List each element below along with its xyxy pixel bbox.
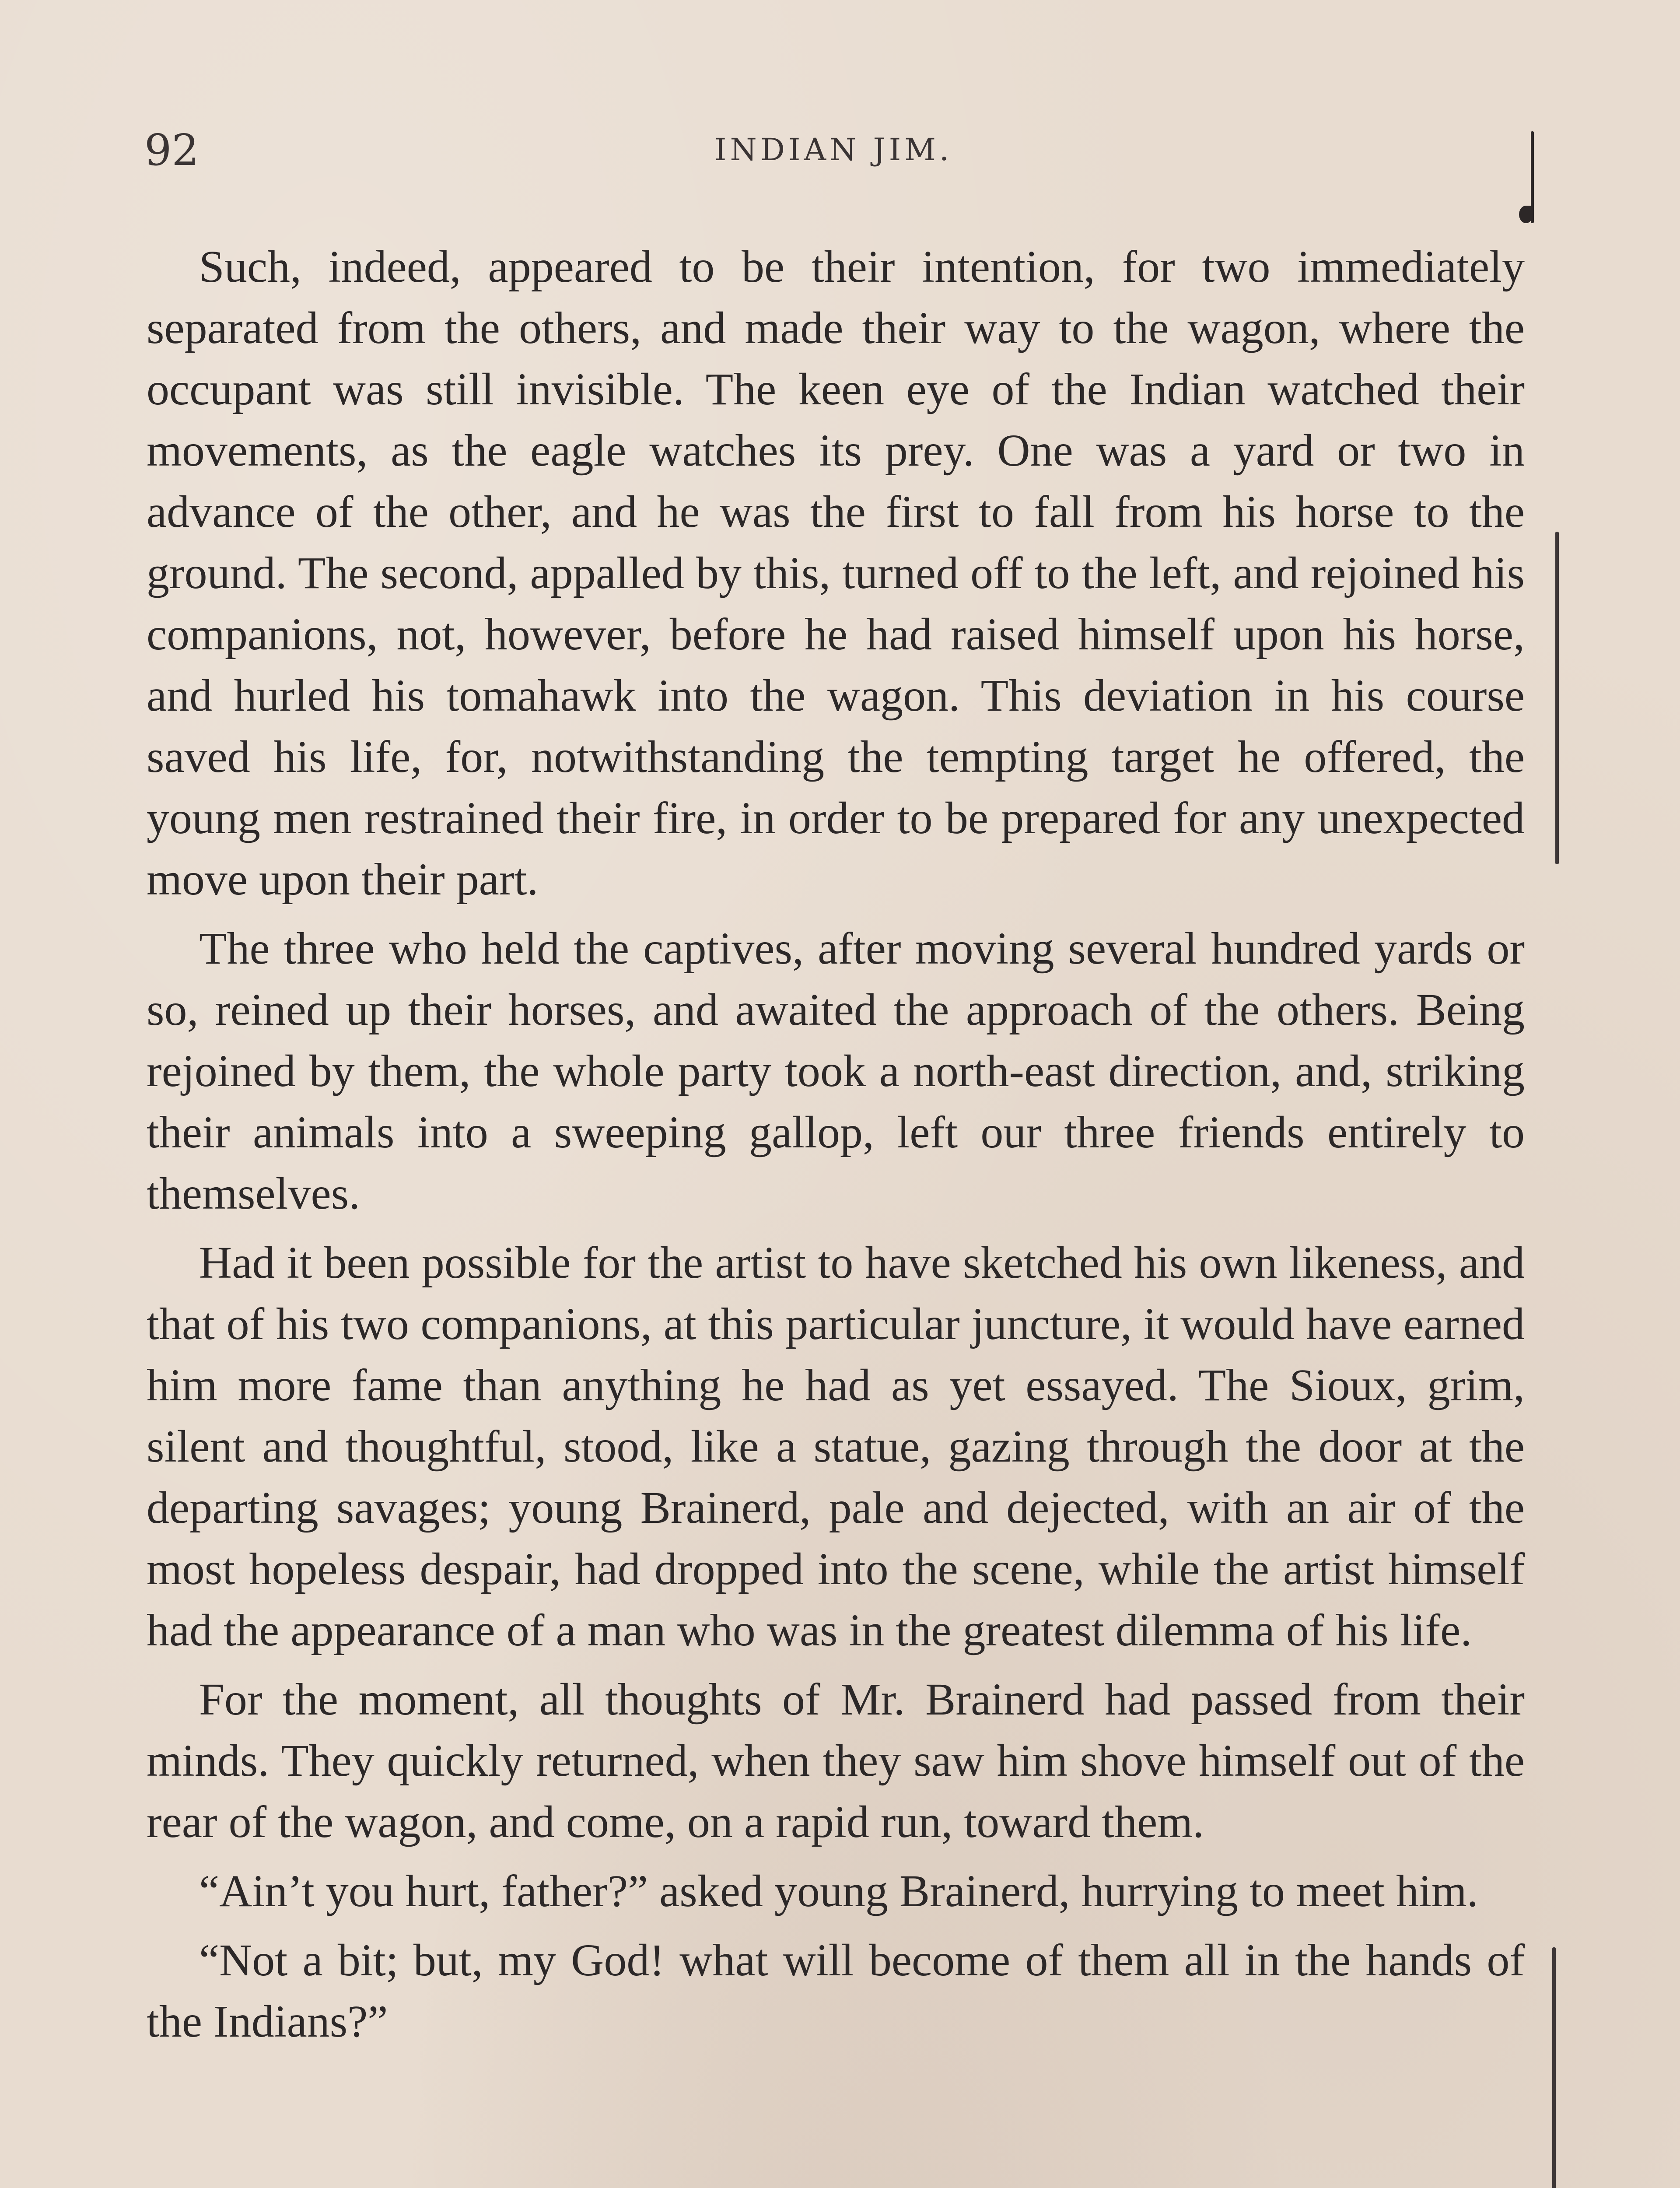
paragraph-3: Had it been possible for the artist to have sketched his own likeness, and that of his two companions, at this particular juncture, it would have earned him more fame than anything he had as yet essayed. The Sioux, grim, silent and thoughtful, stood, like a statue, gazing through the door at the departing savages; young Brainerd, pale and dejected, with an air of the most hopeless despair, had dropped into the scene, while the artist himself had the appearance of a man who was in the greatest dilemma of his life. xyxy=(147,1238,1525,1655)
page-number: 92 xyxy=(144,126,199,175)
body-text xyxy=(147,236,1525,2060)
margin-bracket-mark-2 xyxy=(1552,1947,1556,2188)
running-title: INDIAN JIM. xyxy=(714,132,953,168)
paragraph-6: “Not a bit; but, my God! what will become of them all in the hands of the Indians?” xyxy=(147,1935,1525,2047)
paragraph-2: The three who held the captives, after moving several hundred yards or so, reined up their horses, and awaited the approach of the others. Being rejoined by them, the whole party took a north-east direction, and, striking their animals into a sweeping gallop, left our three friends entirely to themselves. xyxy=(147,923,1525,1219)
margin-bracket-mark-top xyxy=(1529,131,1536,232)
paragraph-1: Such, indeed, appeared to be their intention, for two immediately separated from the others, and made their way to the wagon, where the occupant was still invisible. The keen eye of the Indian watched their movements, as the eagle watches its prey. One was a yard or two in advance of the other, and he was the first to fall from his horse to the ground. The second, appalled by this, turned off to the left, and rejoined his companions, not, however, before he had raised himself upon his horse, and hurled his tomahawk into the wagon. This deviation in his course saved his life, for, notwithstanding the tempting target he offered, the young men restrained their fire, in order to be prepared for any unexpected move upon their part. xyxy=(147,242,1525,905)
margin-bracket-mark-1 xyxy=(1555,532,1559,864)
paragraph-4: For the moment, all thoughts of Mr. Brainerd had passed from their minds. They quickly returned, when they saw him shove himself out of the rear of the wagon, and come, on a rapid run, toward them. xyxy=(147,1674,1525,1847)
running-head xyxy=(144,125,1522,186)
paragraph-5: “Ain’t you hurt, father?” asked young Brainerd, hurrying to meet him. xyxy=(199,1866,1478,1916)
